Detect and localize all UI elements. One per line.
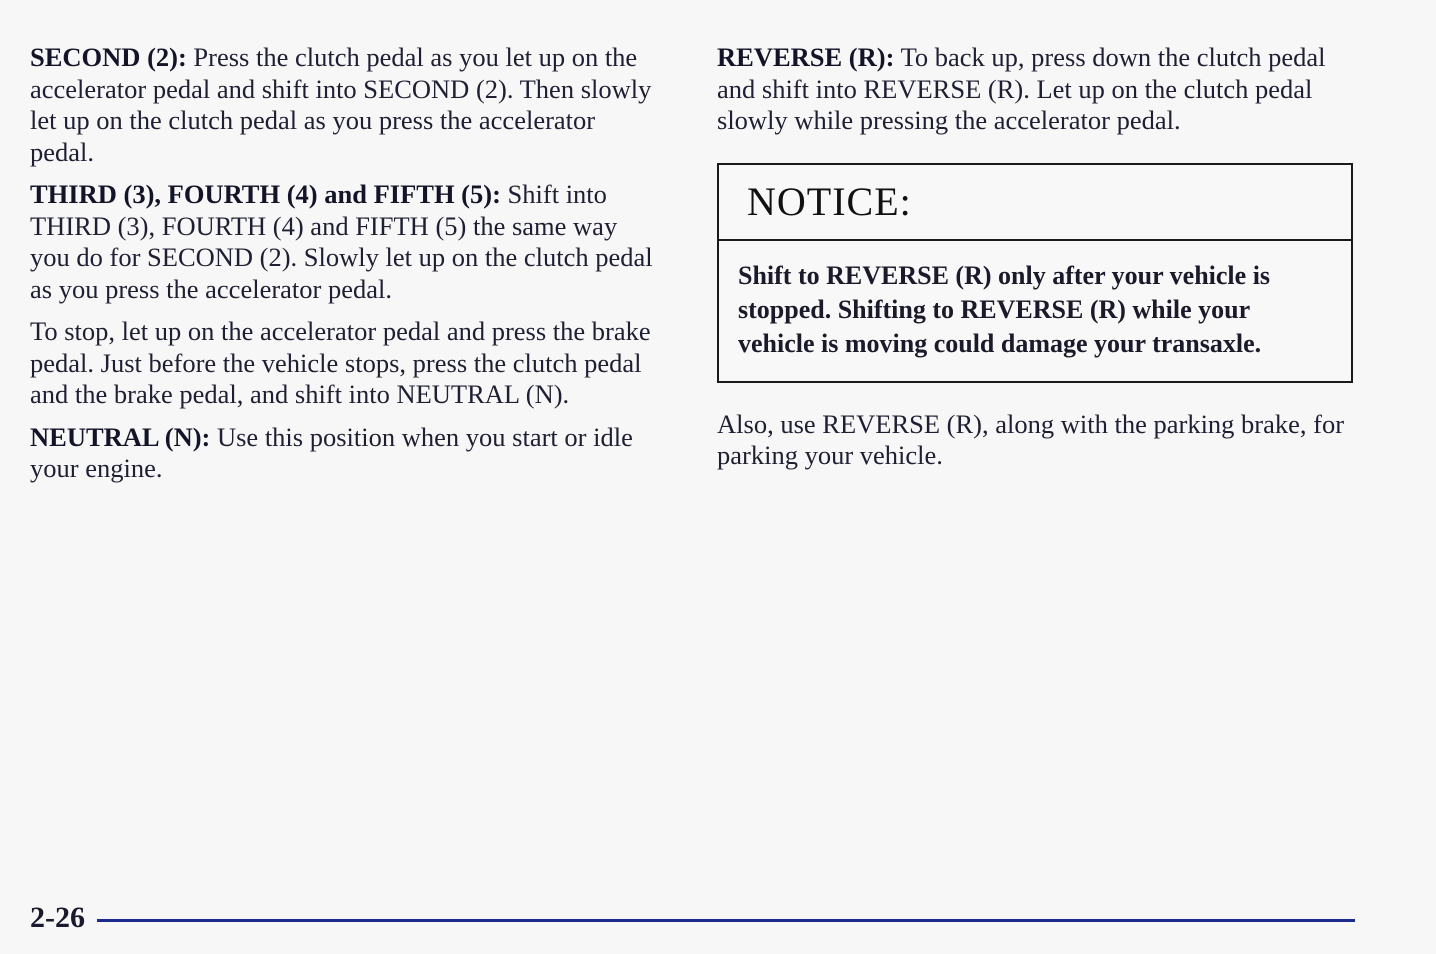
notice-box bbox=[717, 163, 1353, 383]
third-fourth-fifth-text: Shift into THIRD (3), FOURTH (4) and FIFTH (5) the same way you do for SECOND (2). Slowly let up on the clutch pedal as you press the accelerator pedal. bbox=[30, 179, 653, 304]
left-column bbox=[30, 42, 660, 496]
neutral-paragraph bbox=[30, 422, 660, 485]
neutral-heading: NEUTRAL (N): bbox=[30, 421, 211, 452]
neutral-text: Use this position when you start or idle your engine. bbox=[30, 421, 633, 483]
reverse-heading: REVERSE (R): bbox=[717, 42, 895, 72]
third-fourth-fifth-heading: THIRD (3), FOURTH (4) and FIFTH (5): bbox=[30, 179, 501, 209]
stopping-paragraph: To stop, let up on the accelerator pedal and press the brake pedal. Just before the vehicle stops, press the clutch pedal and the brake pedal, and shift into NEUTRAL (N). bbox=[30, 316, 651, 409]
page-number: 2-26 bbox=[30, 901, 85, 934]
second-gear-heading: SECOND (2): bbox=[30, 42, 187, 72]
footer-rule bbox=[97, 919, 1355, 922]
second-gear-paragraph bbox=[30, 42, 660, 168]
reverse-text: To back up, press down the clutch pedal and shift into REVERSE (R). Let up on the clutch pedal slowly while pressing the accelerator pedal. bbox=[717, 42, 1326, 135]
right-column bbox=[717, 42, 1357, 483]
reverse-paragraph bbox=[717, 42, 1357, 137]
notice-title: NOTICE: bbox=[747, 178, 912, 224]
third-fourth-fifth-paragraph bbox=[30, 179, 660, 305]
page-footer bbox=[30, 898, 1355, 938]
notice-header bbox=[719, 165, 1351, 241]
notice-body: Shift to REVERSE (R) only after your vehicle is stopped. Shifting to REVERSE (R) while your vehicle is moving could damage your transaxle. bbox=[738, 260, 1271, 358]
parking-paragraph: Also, use REVERSE (R), along with the parking brake, for parking your vehicle. bbox=[717, 408, 1345, 470]
second-gear-text: Press the clutch pedal as you let up on the accelerator pedal and shift into SECOND (2). Then slowly let up on the clutch pedal as you press the accelerator pedal. bbox=[30, 42, 652, 167]
